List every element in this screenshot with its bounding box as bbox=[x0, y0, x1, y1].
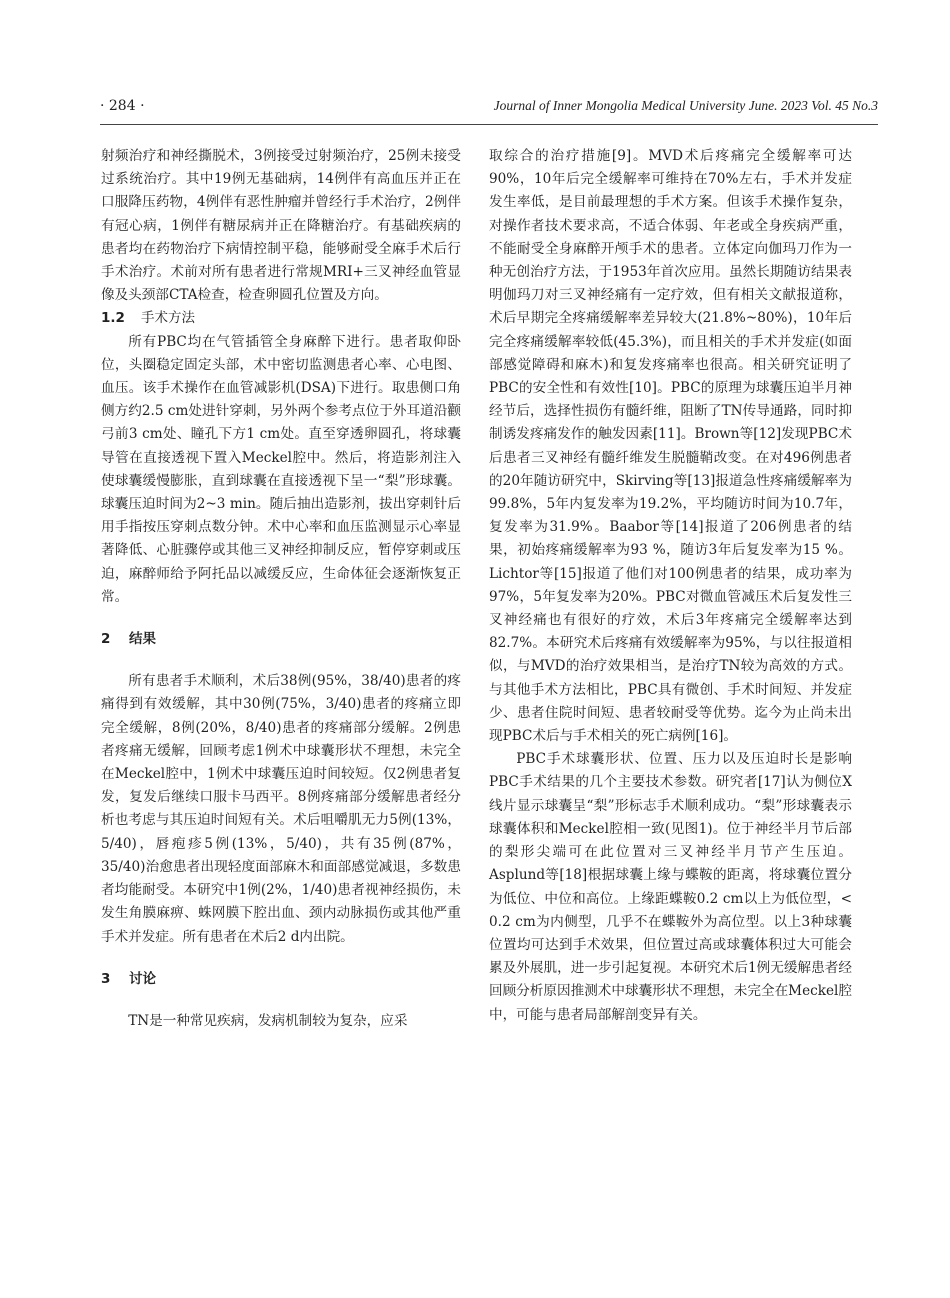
journal-citation: Journal of Inner Mongolia Medical University June. 2023 Vol. 45 No.3 bbox=[493, 98, 878, 113]
section-title: 讨论 bbox=[129, 970, 156, 987]
paragraph-balloon-parameters: PBC手术球囊形状、位置、压力以及压迫时长是影响PBC手术结果的几个主要技术参数。研究者[17]认为侧位X线片显示球囊呈“梨”形标志手术顺利成功。“梨”形球囊表示球囊体积和Meckel腔相一致(见图1)。位于神经半月节后部的梨形尖端可在此位置对三叉神经半月节产生压迫。Asplund等[18]根据球囊上缘与蝶鞍的距离，将球囊位置分为低位、中位和高位。上缘距蝶鞍0.2 cm以上为低位型，< 0.2 cm为内侧型，几乎不在蝶鞍外为高位型。以上3种球囊位置均可达到手术效果，但位置过高或球囊体积过大可能会累及外展肌，进一步引起复视。本研究术后1例无缓解患者经回顾分析原因推测术中球囊形状不理想，未完全在Meckel腔中，可能与患者局部解剖变异有关。 bbox=[489, 751, 852, 1023]
page-header bbox=[100, 98, 878, 122]
section-number: 2 bbox=[101, 631, 111, 648]
paragraph-discussion-treatment: 取综合的治疗措施[9]。MVD术后疼痛完全缓解率可达90%，10年后完全缓解率可维持在70%左右，手术并发症发生率低，是目前最理想的手术方案。但该手术操作复杂，对操作者技术要求高，不适合体弱、年老或全身疾病严重，不能耐受全身麻醉开颅手术的患者。立体定向伽玛刀作为一种无创治疗方法，于1953年首次应用。虽然长期随访结果表明伽玛刀对三叉神经痛有一定疗效，但有相关文献报道称，术后早期完全疼痛缓解率差异较大(21.8%~80%)，10年后完全疼痛缓解率较低(45.3%)，而且相关的手术并发症(如面部感觉障碍和麻木)和复发疼痛率也很高。相关研究证明了PBC的安全性和有效性[10]。PBC的原理为球囊压迫半月神经节后，选择性损伤有髓纤维，阻断了TN传导通路，同时抑制诱发疼痛发作的触发因素[11]。Brown等[12]发现PBC术后患者三叉神经有髓纤维发生脱髓鞘改变。在对496例患者的20年随访研究中，Skirving等[13]报道急性疼痛缓解率为99.8%，5年内复发率为19.2%，平均随访时间为10.7年，复发率为31.9%。Baabor等[14]报道了206例患者的结果，初始疼痛缓解率为93 %，随访3年后复发率为15 %。Lichtor等[15]报道了他们对100例患者的结果，成功率为97%，5年复发率为20%。PBC对微血管减压术后复发性三叉神经痛也有很好的疗效，术后3年疼痛完全缓解率达到82.7%。本研究术后疼痛有效缓解率为95%，与以往报道相似，与MVD的治疗效果相当，是治疗TN较为高效的方式。与其他手术方法相比，PBC具有微创、手术时间短、并发症少、患者住院时间短、患者较耐受等优势。迄今为止尚未出现PBC术后与手术相关的死亡病例[16]。 bbox=[489, 148, 852, 745]
paragraph-results: 所有患者手术顺利，术后38例(95%，38/40)患者的疼痛得到有效缓解，其中30例(75%，3/40)患者的疼痛立即完全缓解，8例(20%，8/40)患者的疼痛部分缓解。2例患者疼痛无缓解，回顾考虑1例术中球囊形状不理想，未完全在Meckel腔中，1例术中球囊压迫时间较短。仅2例患者复发，复发后继续口服卡马西平。8例疼痛部分缓解患者经分析也考虑与其压迫时间短有关。术后咀嚼肌无力5例(13%，5/40)，唇疱疹5例(13%，5/40)，共有35例(87%，35/40)治愈患者出现轻度面部麻木和面部感觉减退，多数患者均能耐受。本研究中1例(2%，1/40)患者视神经损伤，未发生角膜麻痹、蛛网膜下腔出血、颈内动脉损伤或其他严重手术并发症。所有患者在术后2 d内出院。 bbox=[101, 673, 461, 945]
page-number: · 284 · bbox=[100, 98, 145, 114]
paragraph-surgical-method: 所有PBC均在气管插管全身麻醉下进行。患者取仰卧位，头圈稳定固定头部，术中密切监测患者心率、心电图、血压。该手术操作在血管减影机(DSA)下进行。取患侧口角侧方约2.5 cm处进针穿刺，另外两个参考点位于外耳道沿颧弓前3 cm处、瞳孔下方1 cm处。直至穿透卵圆孔，将球囊导管在直接透视下置入Meckel腔中。然后，将造影剂注入使球囊缓慢膨胀，直到球囊在直接透视下呈一“梨”形球囊。球囊压迫时间为2~3 min。随后抽出造影剂，拔出穿刺针后用手指按压穿刺点数分钟。术中心率和血压监测显示心率显著降低、心脏骤停或其他三叉神经抑制反应，暂停穿刺或压迫，麻醉师给予阿托品以减缓反应，生命体征会逐渐恢复正常。 bbox=[101, 333, 461, 605]
left-column bbox=[101, 145, 461, 1033]
spacer bbox=[101, 651, 461, 670]
header-rule bbox=[100, 124, 878, 125]
spacer bbox=[101, 991, 461, 1010]
spacer bbox=[101, 949, 461, 968]
section-number: 1.2 bbox=[101, 310, 125, 327]
spacer bbox=[101, 609, 461, 628]
right-column bbox=[489, 145, 852, 1027]
section-title: 手术方法 bbox=[141, 310, 195, 327]
section-title: 结果 bbox=[129, 631, 156, 648]
section-number: 3 bbox=[101, 970, 111, 987]
paragraph-discussion-start: TN是一种常见疾病，发病机制较为复杂，应采 bbox=[128, 1012, 408, 1029]
section-heading-3 bbox=[101, 968, 461, 991]
section-heading-2 bbox=[101, 628, 461, 651]
section-heading-1-2 bbox=[101, 307, 461, 330]
paragraph-patient-history: 射频治疗和神经撕脱术，3例接受过射频治疗，25例未接受过系统治疗。其中19例无基础病，14例伴有高血压并正在口服降压药物，4例伴有恶性肿瘤并曾经行手术治疗，2例伴有冠心病，1例伴有糖尿病并正在降糖治疗。有基础疾病的患者均在药物治疗下病情控制平稳，能够耐受全麻手术后行手术治疗。术前对所有患者进行常规MRI+三叉神经血管显像及头颈部CTA检查，检查卵圆孔位置及方向。 bbox=[101, 148, 461, 304]
